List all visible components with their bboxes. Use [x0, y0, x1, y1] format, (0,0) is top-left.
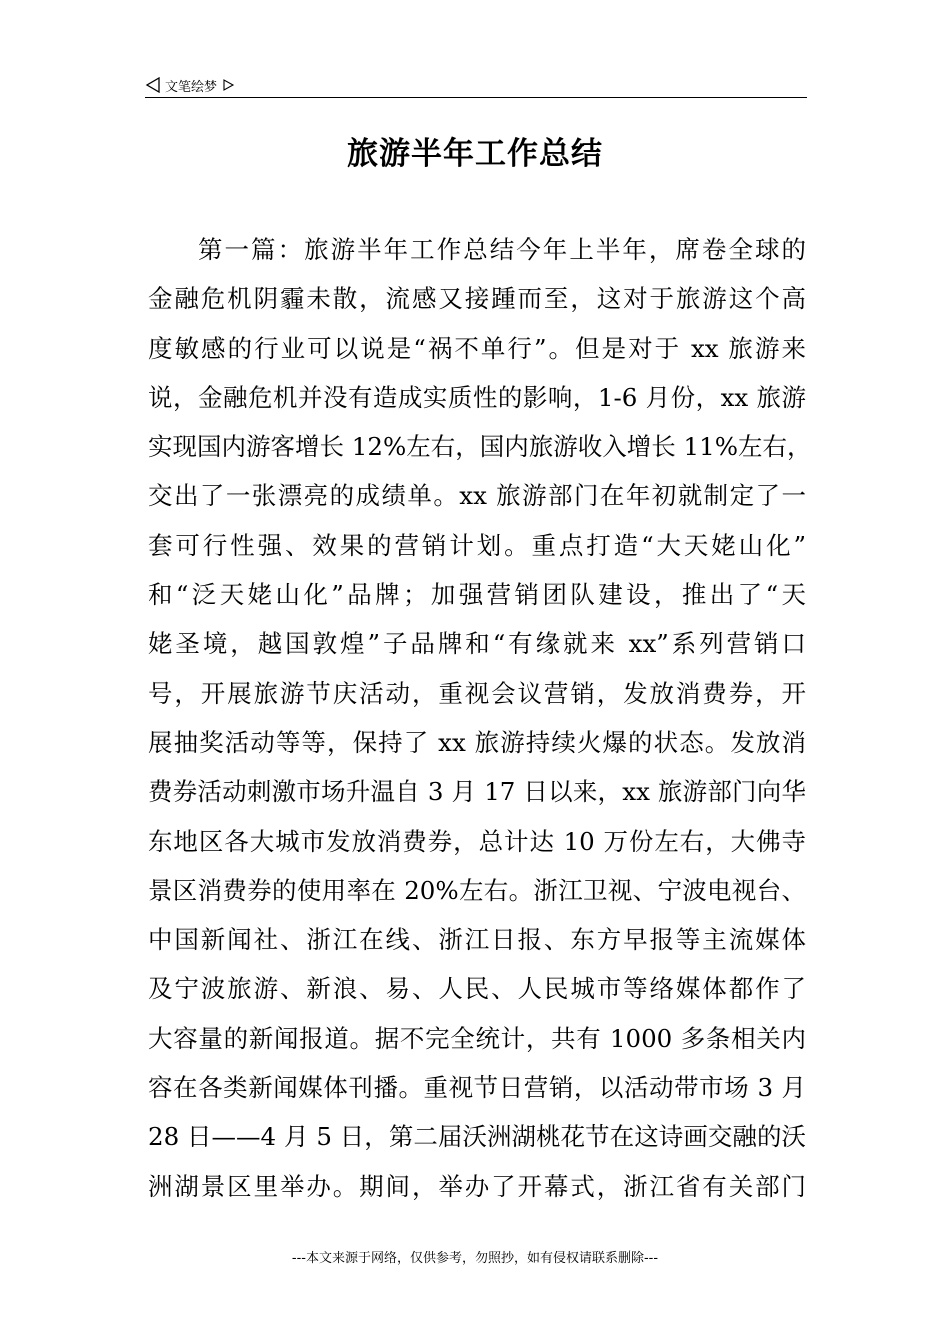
footer-disclaimer: ---本文来源于网络，仅供参考，勿照抄，如有侵权请联系删除--- [291, 1251, 659, 1266]
body-text-line: 第一篇：旅游半年工作总结今年上半年，席卷全球的 [198, 235, 806, 264]
body-text-line: 东地区各大城市发放消费券，总计达 10 万份左右，大佛寺 [148, 826, 806, 856]
body-text-line: 中国新闻社、浙江在线、浙江日报、东方早报等主流媒体 [148, 925, 806, 955]
body-text-line: 及宁波旅游、新浪、易、人民、人民城市等络媒体都作了 [148, 974, 806, 1004]
triangle-right-icon [223, 79, 235, 91]
body-text-line: 姥圣境，越国敦煌”子品牌和“有缘就来 xx”系列营销口 [148, 629, 806, 659]
document-body [148, 229, 812, 1215]
header-brand: 文笔绘梦 [165, 79, 218, 95]
body-text-line: 28 日——4 月 5 日，第二届沃洲湖桃花节在这诗画交融的沃 [148, 1122, 806, 1152]
triangle-left-icon [145, 77, 161, 93]
header-divider [145, 97, 807, 98]
body-text-line: 实现国内游客增长 12%左右，国内旅游收入增长 11%左右， [148, 432, 812, 462]
body-text-line: 金融危机阴霾未散，流感又接踵而至，这对于旅游这个高 [148, 284, 806, 314]
body-text-line: 容在各类新闻媒体刊播。重视节日营销，以活动带市场 3 月 [148, 1073, 806, 1103]
body-text-line: 说，金融危机并没有造成实质性的影响，1-6 月份，xx 旅游 [148, 382, 806, 412]
body-text-line: 展抽奖活动等等，保持了 xx 旅游持续火爆的状态。发放消 [148, 727, 806, 757]
body-text-line: 洲湖景区里举办。期间，举办了开幕式，浙江省有关部门 [148, 1171, 806, 1201]
document-title: 旅游半年工作总结 [347, 136, 603, 172]
body-text-line: 交出了一张漂亮的成绩单。xx 旅游部门在年初就制定了一 [148, 481, 806, 511]
body-text-line: 大容量的新闻报道。据不完全统计，共有 1000 多条相关内 [148, 1023, 806, 1053]
body-text-line: 套可行性强、效果的营销计划。重点打造“大天姥山化” [148, 530, 806, 560]
page-header [145, 74, 807, 96]
body-text-line: 景区消费券的使用率在 20%左右。浙江卫视、宁波电视台、 [148, 875, 806, 905]
body-text-line: 度敏感的行业可以说是“祸不单行”。但是对于 xx 旅游来 [148, 333, 806, 363]
body-text-line: 号，开展旅游节庆活动，重视会议营销，发放消费券，开 [148, 678, 806, 708]
body-text-line: 费券活动刺激市场升温自 3 月 17 日以来，xx 旅游部门向华 [148, 777, 806, 807]
body-text-line: 和“泛天姥山化”品牌；加强营销团队建设，推出了“天 [148, 580, 806, 610]
